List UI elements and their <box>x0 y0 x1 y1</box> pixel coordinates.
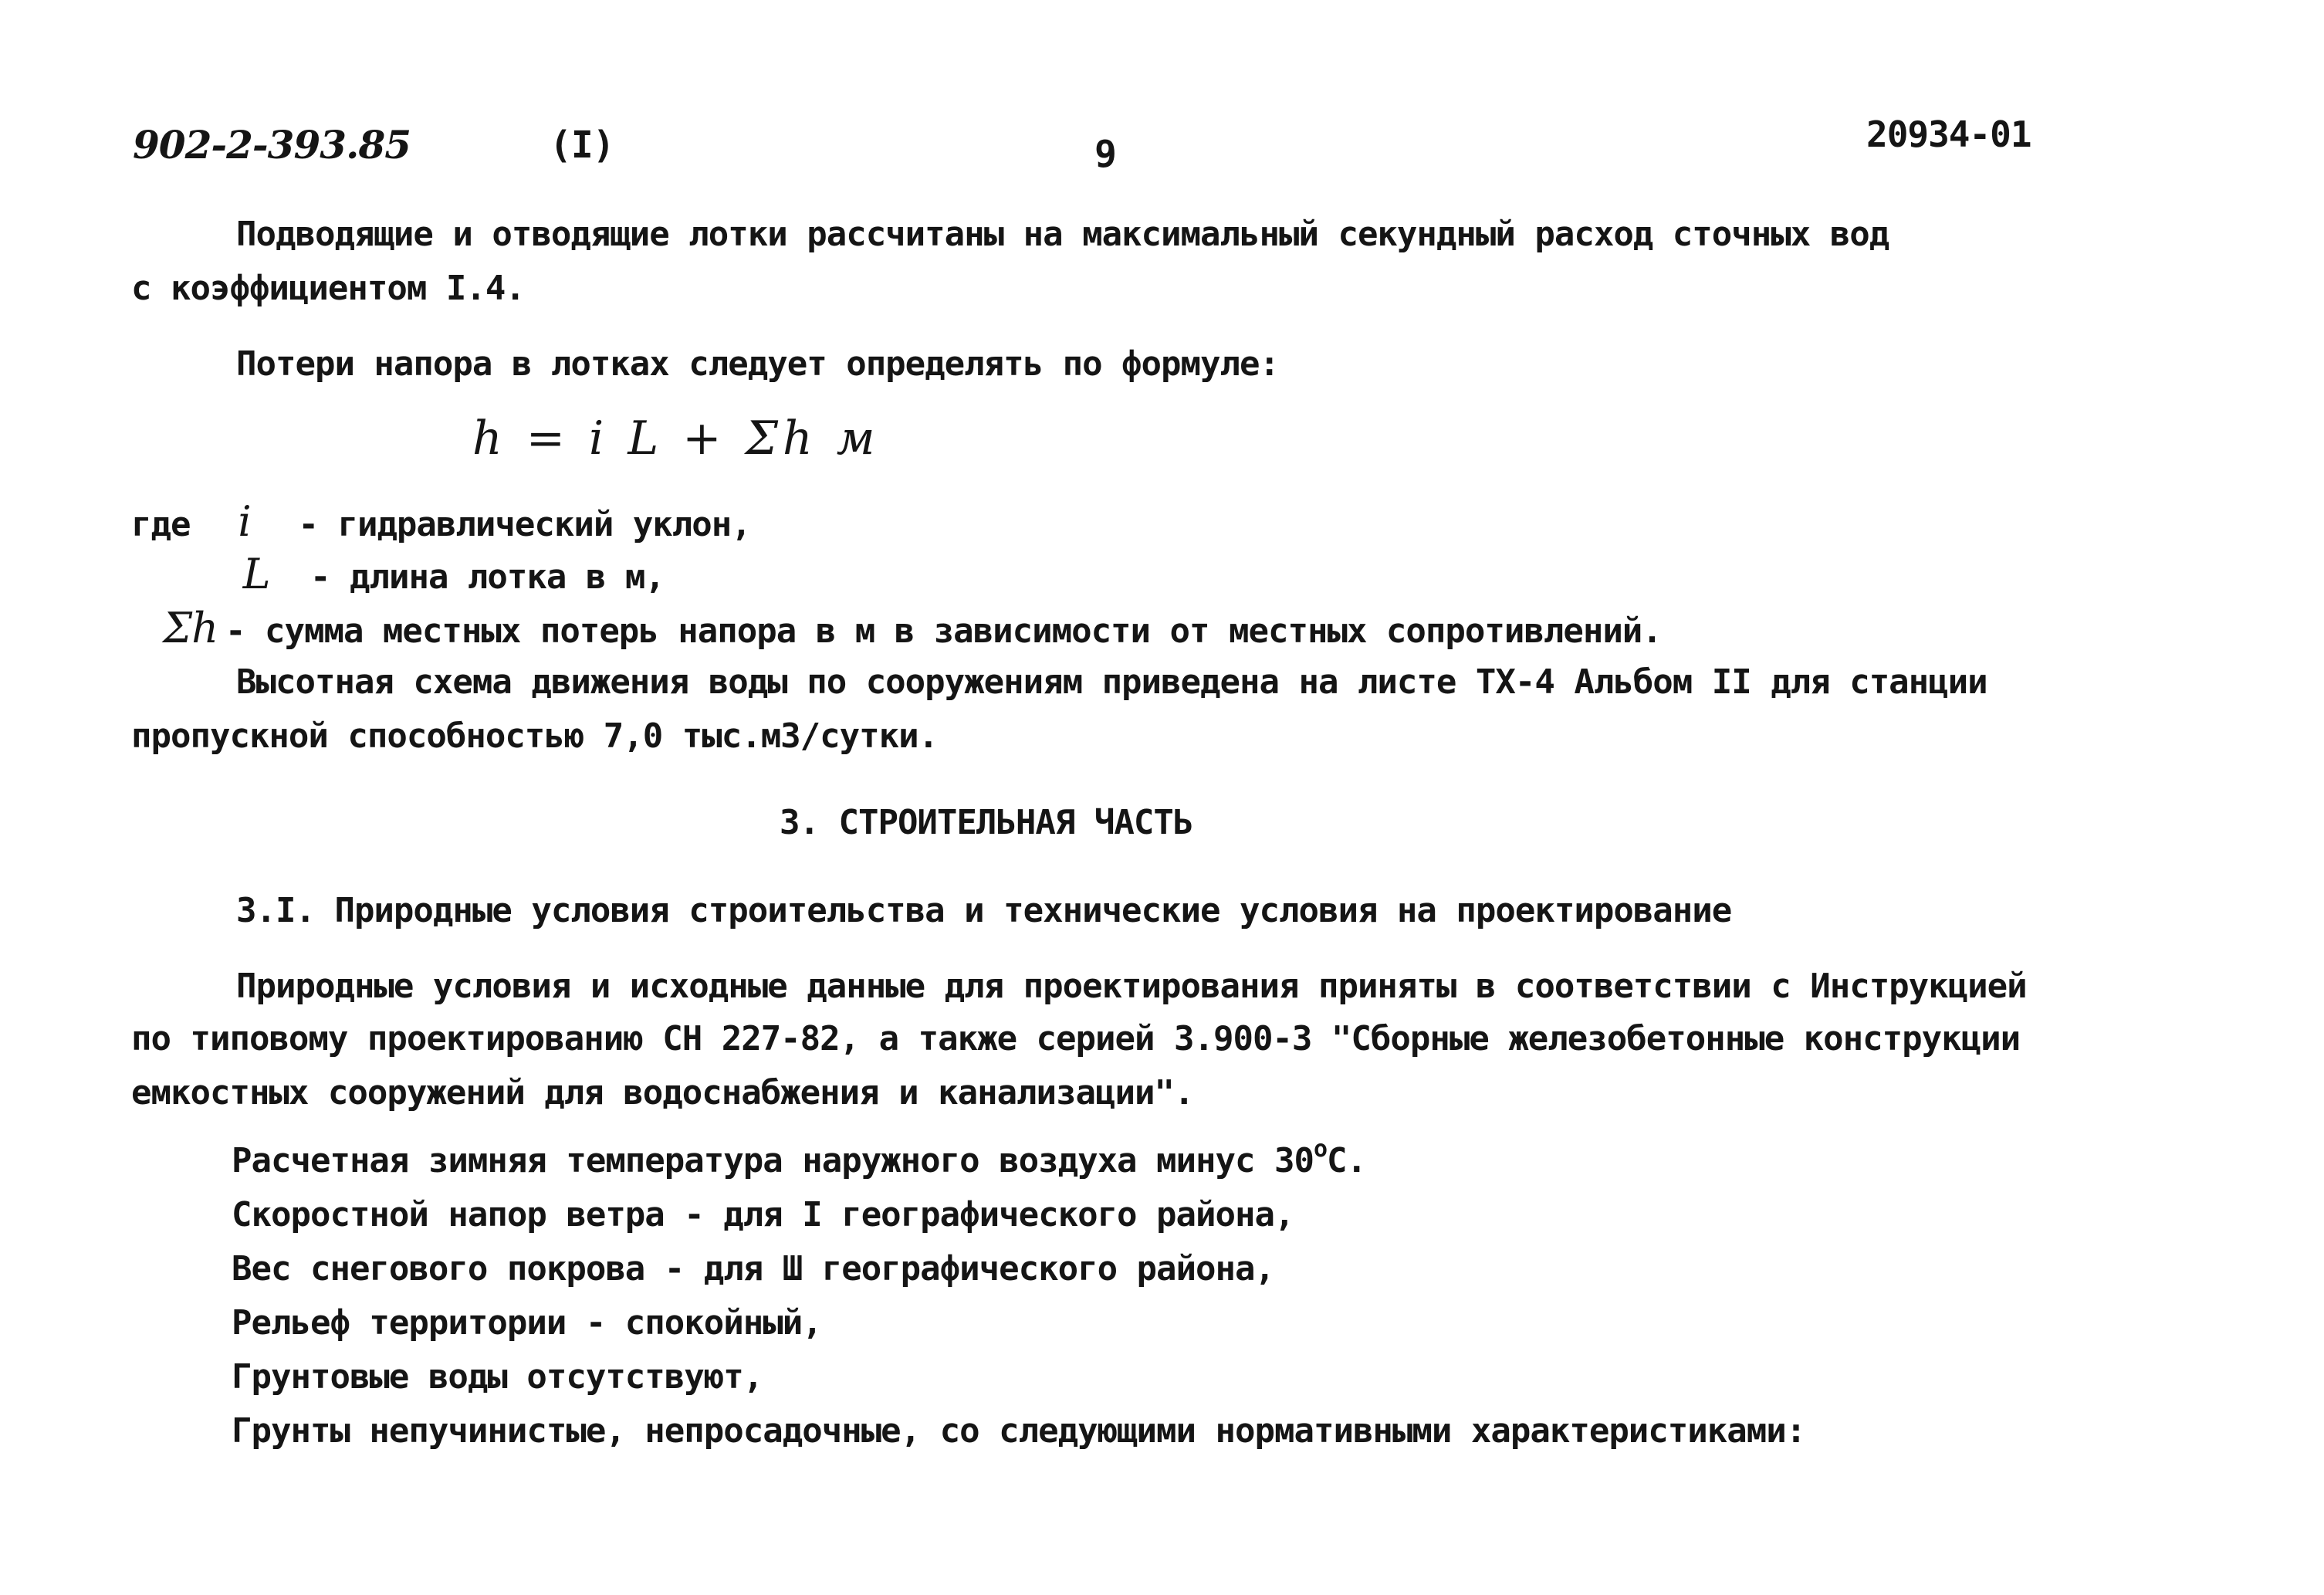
album-number: (I) <box>550 124 614 167</box>
definition-local-losses-text: - сумма местных потерь напора в м в зависимости от местных сопротивлений. <box>225 611 1662 651</box>
paragraph-3-line-2: пропускной способностью 7,0 тыс.м3/сутки. <box>131 716 939 756</box>
paragraph-1-line-1: Подводящие и отводящие лотки рассчитаны на максимальный секундный расход сточных вод <box>236 215 1889 254</box>
paragraph-4-line-1: Природные условия и исходные данные для проектирования приняты в соответствии с Инструкцией <box>236 967 2027 1006</box>
definition-length-text: - длина лотка в м, <box>310 557 665 597</box>
paragraph-2: Потери напора в лотках следует определять по формуле: <box>236 344 1279 384</box>
temperature-unit: С. <box>1327 1141 1367 1180</box>
symbol-l: L <box>242 550 270 598</box>
page-number: 9 <box>1094 133 1116 176</box>
condition-groundwater: Грунтовые воды отсутствуют, <box>232 1357 763 1397</box>
condition-temperature <box>232 1136 1367 1183</box>
condition-temperature-text: Расчетная зимняя температура наружного воздуха минус 30 <box>232 1141 1314 1180</box>
document-code: 902-2-393.85 <box>133 122 411 168</box>
paragraph-4-line-3: емкостных сооружений для водоснабжения и канализации". <box>131 1073 1194 1112</box>
symbol-sum-h: Σh <box>163 604 218 652</box>
where-word: где <box>131 505 191 544</box>
paragraph-4-line-2: по типовому проектированию СН 227-82, а также серией 3.900-3 "Сборные железобетонные конструкции <box>131 1019 2021 1058</box>
condition-snow: Вес снегового покрова - для Ш географического района, <box>232 1249 1274 1289</box>
inventory-number: 20934-01 <box>1866 113 2031 155</box>
condition-relief: Рельеф территории - спокойный, <box>232 1303 822 1343</box>
symbol-i: i <box>238 497 251 546</box>
head-loss-formula: h = i L + Σh м <box>472 411 880 466</box>
paragraph-1-line-2: с коэффициентом I.4. <box>131 269 525 308</box>
paragraph-3-line-1: Высотная схема движения воды по сооружениям приведена на листе ТХ-4 Альбом II для станции <box>236 662 1987 702</box>
section-title: 3. СТРОИТЕЛЬНАЯ ЧАСТЬ <box>780 803 1193 842</box>
definition-local-losses <box>93 604 1662 653</box>
definition-length <box>202 550 665 599</box>
definition-slope-text: - гидравлический уклон, <box>298 505 751 544</box>
definition-slope <box>131 497 751 547</box>
condition-wind: Скоростной напор ветра - для I географического района, <box>232 1195 1294 1234</box>
degree-mark: о <box>1313 1136 1328 1163</box>
condition-soils: Грунты непучинистые, непросадочные, со следующими нормативными характеристиками: <box>232 1411 1806 1451</box>
subsection-title: 3.I. Природные условия строительства и технические условия на проектирование <box>236 891 1732 930</box>
